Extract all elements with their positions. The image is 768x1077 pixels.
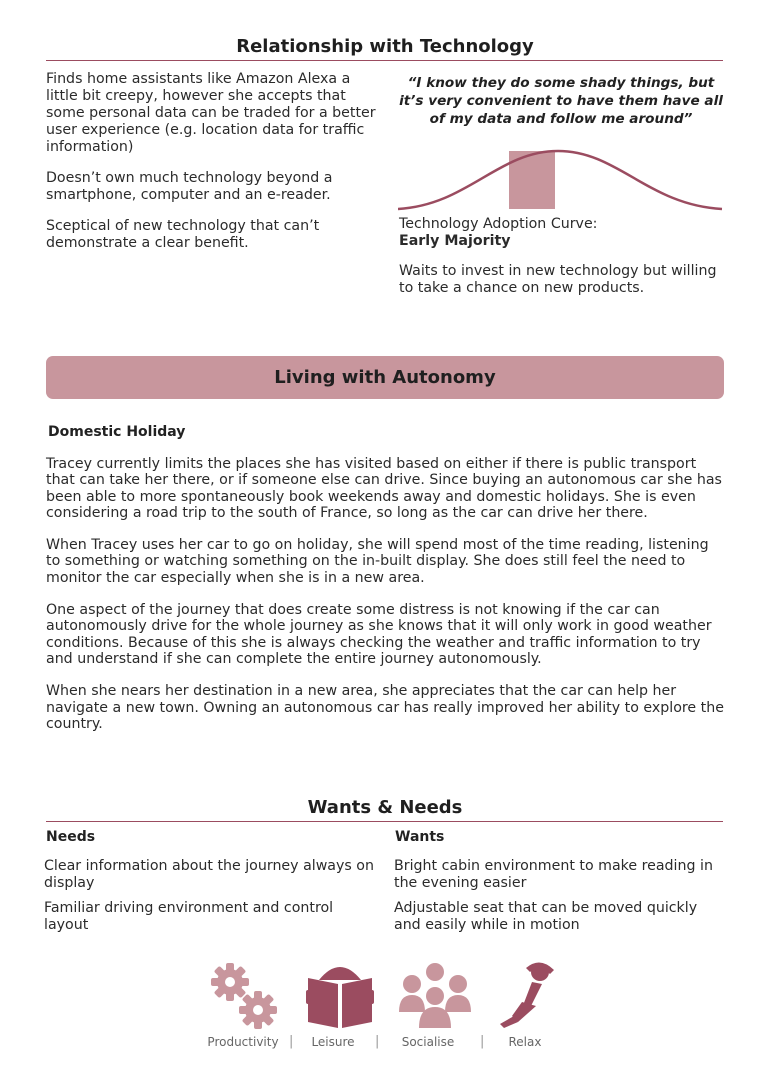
wants-heading: Wants [395,829,445,845]
icon-label-socialise: Socialise [401,1035,455,1049]
autonomy-subheading: Domestic Holiday [48,424,186,440]
relationship-paragraph: Sceptical of new technology that can’t demonstrate a clear benefit. [46,218,320,251]
adoption-info [399,216,729,297]
reading-person-icon [304,960,376,1032]
autonomy-banner [46,356,724,399]
persona-quote: “I know they do some shady things, but it’s very convenient to have them have all of my data and follow me around” [399,75,723,127]
adoption-curve-line [398,151,722,209]
wants-item: Adjustable seat that can be moved quickly and easily while in motion [394,900,698,933]
icon-label-leisure: Leisure [311,1035,355,1049]
needs-list [44,858,374,934]
wants-needs-divider [46,821,723,822]
wants-list [394,858,724,934]
needs-item: Clear information about the journey always on display [44,858,374,891]
reclining-person-icon [496,960,564,1032]
adoption-description: Waits to invest in new technology but willing to take a chance on new products. [399,263,717,296]
needs-item: Familiar driving environment and control layout [44,900,334,933]
icon-label-productivity: Productivity [207,1035,279,1049]
icon-separator: | [289,1034,294,1049]
autonomy-paragraph: When Tracey uses her car to go on holiday, she will spend most of the time reading, listening to something or watching something on the in-built display. She does still feel the need to monitor the car especially when she is in a new area. [46,537,709,586]
icon-separator: | [375,1034,380,1049]
autonomy-paragraph: Tracey currently limits the places she has visited based on either if there is public transport that can take her there, or if someone else can drive. Since buying an autonomous car she has been able to more spontaneously book weekends away and domestic holidays. She is even considering a road trip to the south of France, so long as the car can drive her there. [46,456,722,521]
relationship-paragraph: Finds home assistants like Amazon Alexa a little bit creepy, however she accepts that some personal data can be traded for a better user experience (e.g. location data for traffic information) [46,71,376,155]
adoption-label: Technology Adoption Curve: [399,216,598,232]
relationship-left-column [46,71,376,252]
icon-label-relax: Relax [508,1035,542,1049]
icon-separator: | [480,1034,485,1049]
relationship-divider [46,60,723,61]
autonomy-paragraph: One aspect of the journey that does create some distress is not knowing if the car can autonomously drive for the whole journey as she knows that it will only work in good weather conditions. Because of this she is always checking the weather and traffic information to try and understand if she can complete the entire journey autonomously. [46,602,712,667]
gears-icon [208,960,280,1032]
adoption-curve-chart [398,145,724,215]
relationship-title: Relationship with Technology [236,36,534,57]
autonomy-banner-title: Living with Autonomy [274,367,496,388]
autonomy-paragraph: When she nears her destination in a new area, she appreciates that the car can help her navigate a new town. Owning an autonomous car has really improved her ability to explore the country. [46,683,724,732]
needs-heading: Needs [46,829,96,845]
relationship-paragraph: Doesn’t own much technology beyond a smartphone, computer and an e-reader. [46,170,333,203]
wants-needs-title: Wants & Needs [307,797,463,818]
adoption-value: Early Majority [399,233,511,249]
wants-item: Bright cabin environment to make reading in the evening easier [394,858,713,891]
autonomy-story [46,456,726,732]
group-people-icon [397,962,477,1032]
